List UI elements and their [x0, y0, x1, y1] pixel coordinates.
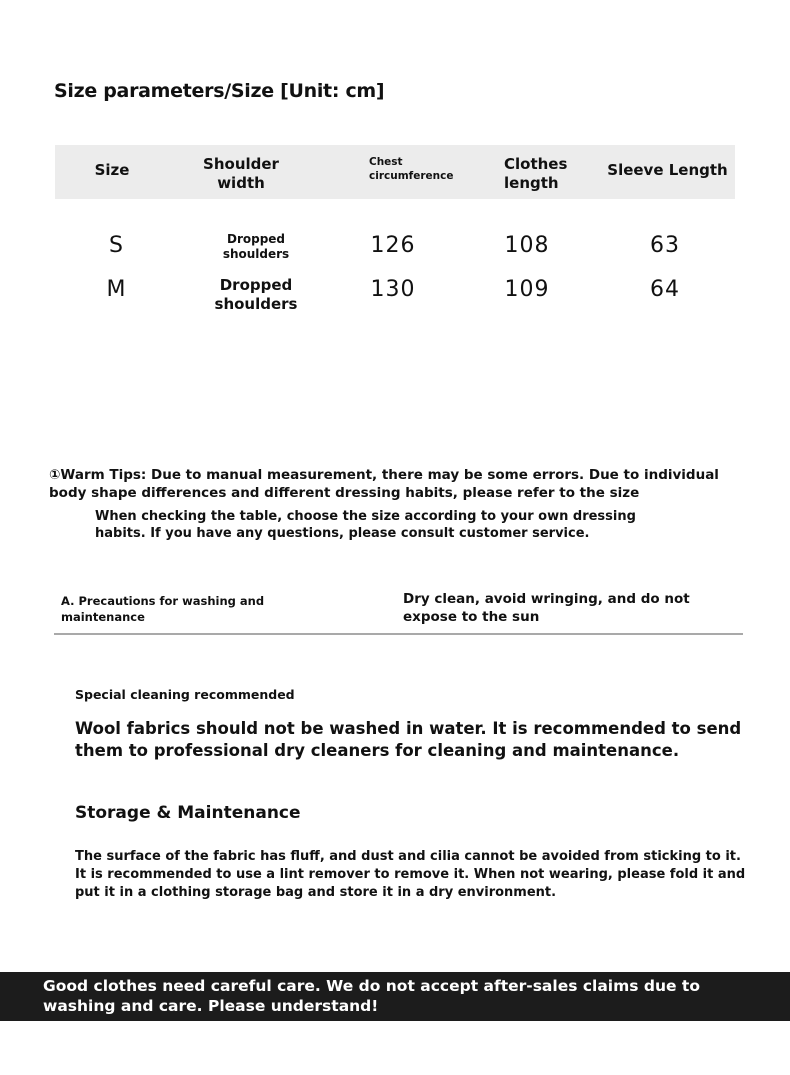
length-value: 108 — [504, 233, 550, 258]
special-cleaning-text: Wool fabrics should not be washed in water. It is recommended to send them to professional dry cleaners for cleaning and maintenance. — [75, 719, 742, 760]
sleeve-value: 63 — [650, 233, 680, 258]
header-chest-circumference: Chest circumference — [369, 156, 454, 182]
header-sleeve-length: Sleeve Length — [607, 161, 728, 179]
warm-tips-continued: When checking the table, choose the size according to your own dressing habits. If you have any questions, please consult customer service. — [95, 509, 636, 541]
size-table-header — [55, 145, 735, 199]
size-table — [55, 145, 735, 313]
washing-precautions — [54, 589, 743, 635]
footer-text: Good clothes need careful care. We do not accept after-sales claims due to washing and care. Please understand! — [43, 977, 700, 1015]
washing-label: A. Precautions for washing and maintenance — [61, 594, 265, 624]
footer-banner — [0, 972, 790, 1021]
storage-title: Storage & Maintenance — [75, 803, 301, 823]
shoulder-value: Dropped shoulders — [214, 276, 298, 313]
table-row — [55, 231, 735, 271]
chest-value: 130 — [370, 277, 416, 302]
header-clothes-length: Clothes length — [504, 155, 568, 192]
special-cleaning-title: Special cleaning recommended — [75, 687, 295, 702]
size-value: M — [106, 277, 126, 302]
page-title: Size parameters/Size [Unit: cm] — [54, 80, 385, 102]
washing-value: Dry clean, avoid wringing, and do not expose to the sun — [403, 591, 690, 625]
length-value: 109 — [504, 277, 550, 302]
warm-tips: ①Warm Tips: Due to manual measurement, there may be some errors. Due to individual body shape differences and different dressing habits, please refer to the size — [49, 467, 719, 501]
header-shoulder-width: Shoulder width — [203, 155, 279, 192]
header-size: Size — [94, 161, 130, 179]
storage-text: The surface of the fabric has fluff, and dust and cilia cannot be avoided from sticking to it. It is recommended to use a lint remover to remove it. When not wearing, please fold it and put it in a clothing storage bag and store it in a dry environment. — [75, 849, 746, 900]
chest-value: 126 — [370, 233, 416, 258]
table-row — [55, 275, 735, 315]
size-value: S — [109, 233, 123, 258]
sleeve-value: 64 — [650, 277, 680, 302]
shoulder-value: Dropped shoulders — [222, 232, 290, 261]
